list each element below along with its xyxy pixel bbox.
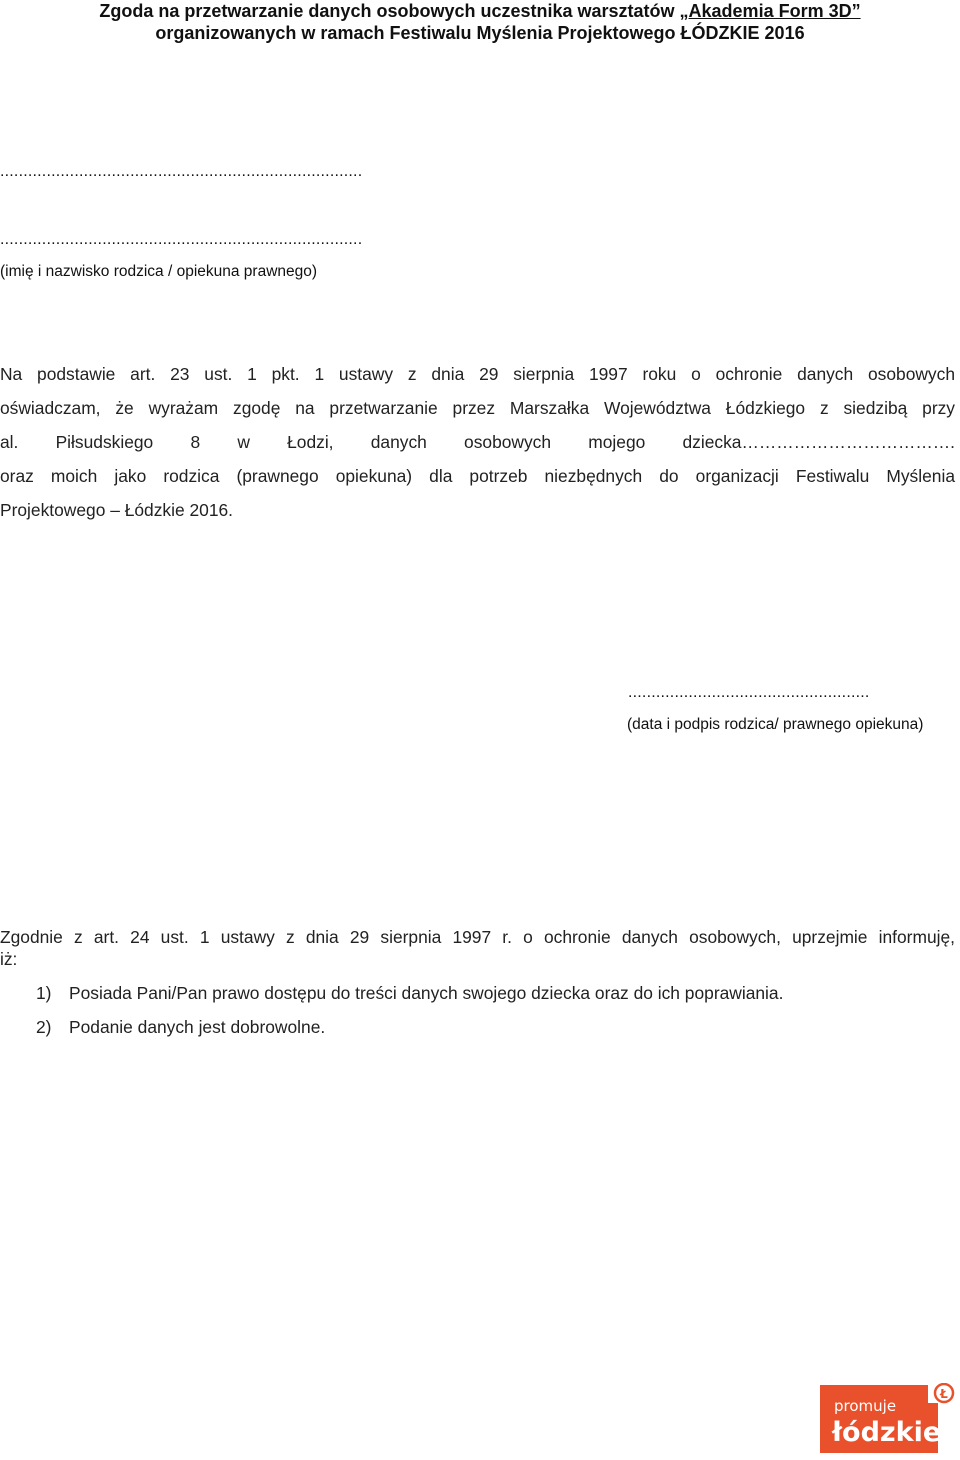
logo-graphic (820, 1383, 955, 1455)
logo-line-2: łódzkie (832, 1417, 942, 1448)
info-list-item (0, 1017, 955, 1041)
title-line1-prefix: Zgoda na przetwarzanie danych osobowych uczestnika warsztatów (99, 1, 680, 21)
consent-line-1: Na podstawie art. 23 ust. 1 pkt. 1 ustawy z dnia 29 sierpnia 1997 roku o ochronie danych osobowych (0, 364, 955, 384)
signature-dots[interactable]: .................................................... (628, 684, 870, 701)
logo-line-1: promuje (834, 1397, 897, 1415)
consent-line-2: oświadczam, że wyrażam zgodę na przetwarzanie przez Marszałka Województwa Łódzkiego z siedzibą przy (0, 398, 955, 418)
document-title (0, 0, 960, 23)
list-item-number: 2) (36, 1017, 52, 1037)
list-item-number: 1) (36, 983, 52, 1003)
parent-name-dots-1[interactable]: .............................................................................. (0, 163, 363, 180)
consent-line-4: oraz moich jako rodzica (prawnego opiekuna) dla potrzeb niezbędnych do organizacji Festiwalu Myślenia (0, 466, 955, 486)
document-subtitle: organizowanych w ramach Festiwalu Myślenia Projektowego ŁÓDZKIE 2016 (155, 23, 805, 43)
parent-name-caption: (imię i nazwisko rodzica / opiekuna prawnego) (0, 263, 318, 280)
list-item-text: Posiada Pani/Pan prawo dostępu do treści danych swojego dziecka oraz do ich poprawiania. (69, 983, 784, 1003)
logo-badge-letter: Ł (940, 1387, 948, 1401)
info-line-2: iż: (0, 949, 18, 969)
consent-line-5: Projektowego – Łódzkie 2016. (0, 500, 233, 520)
promuje-lodzkie-logo (820, 1383, 955, 1455)
info-line-1: Zgodnie z art. 24 ust. 1 ustawy z dnia 29 sierpnia 1997 r. o ochronie danych osobowych, uprzejmie informuję, (0, 927, 955, 947)
parent-name-dots-2[interactable]: .............................................................................. (0, 231, 363, 248)
workshop-name: „Akademia Form 3D” (679, 1, 861, 21)
info-list-item (0, 983, 955, 1007)
consent-line-3: al. Piłsudskiego 8 w Łodzi, danych osobowych mojego dziecka………………………………. (0, 432, 955, 452)
signature-caption: (data i podpis rodzica/ prawnego opiekuna) (627, 716, 924, 733)
list-item-text: Podanie danych jest dobrowolne. (69, 1017, 326, 1037)
